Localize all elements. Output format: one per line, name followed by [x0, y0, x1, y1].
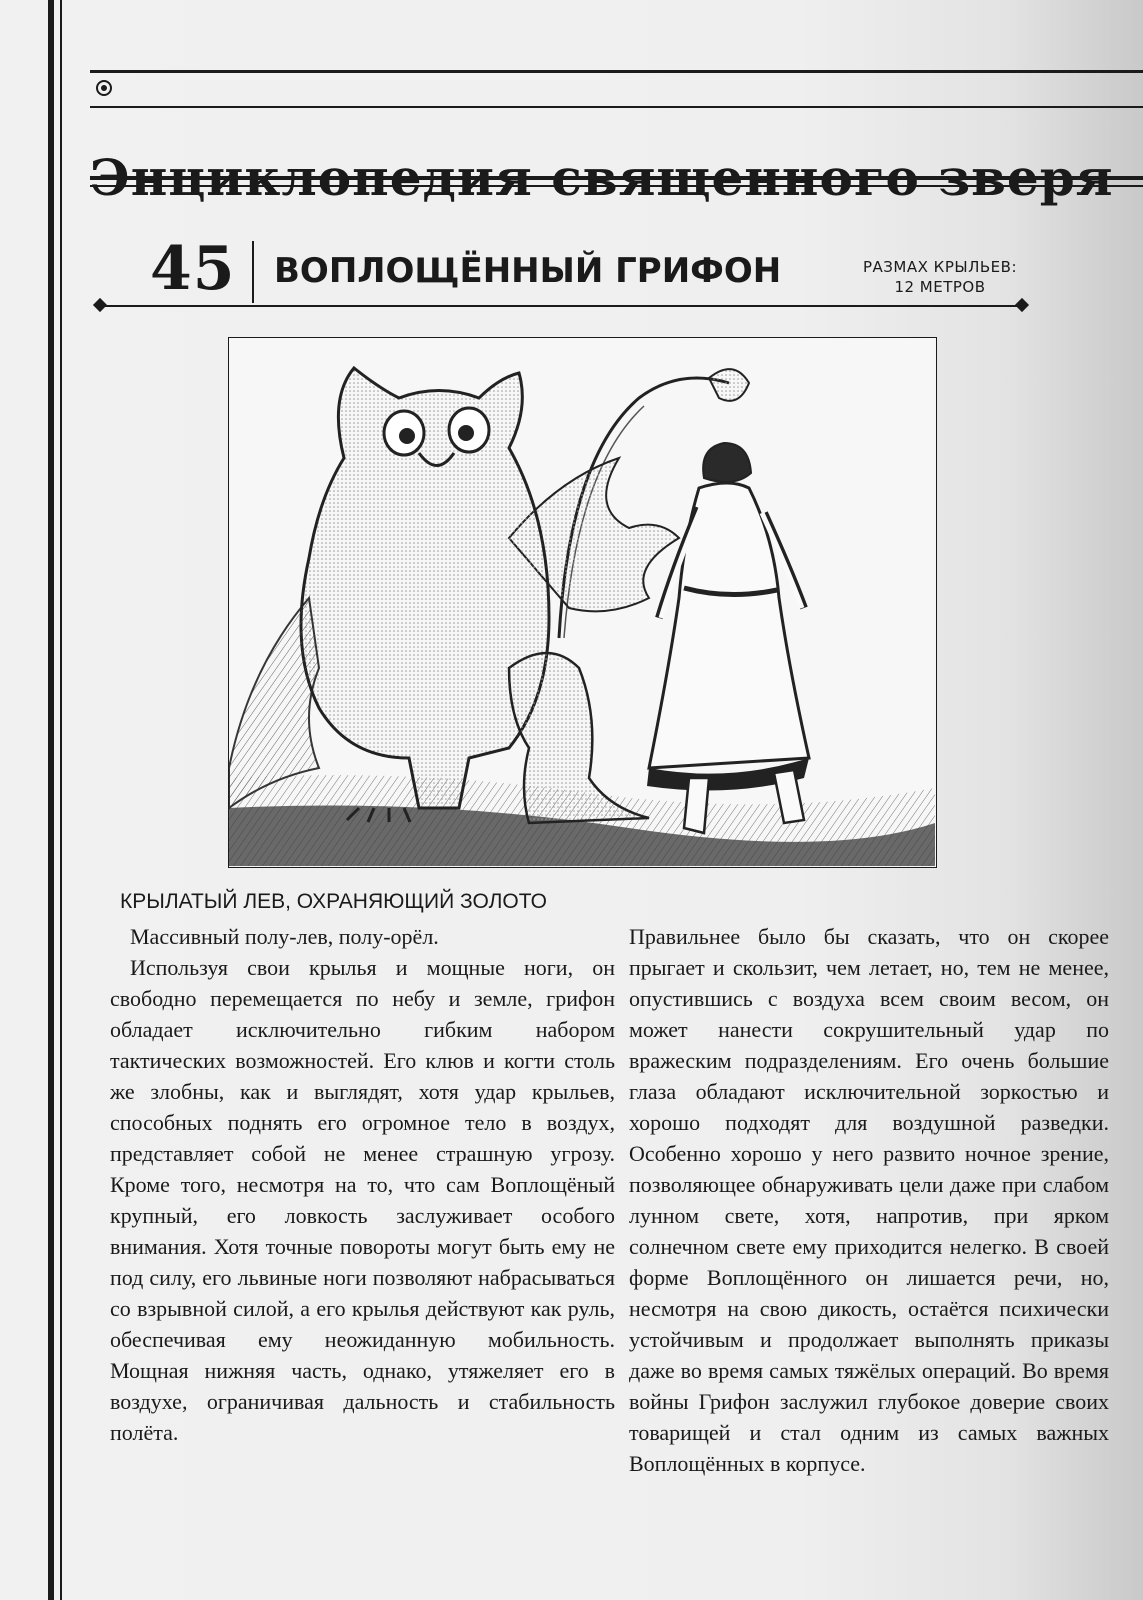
- wingspan-label: РАЗМАХ КРЫЛЬЕВ:: [863, 258, 1017, 276]
- wingspan-info: [840, 257, 1040, 297]
- text-column-right: [629, 921, 1109, 1479]
- diamond-right-icon: [1015, 298, 1029, 312]
- masthead-top-rule: [90, 70, 1143, 73]
- binding-rule-thin: [60, 0, 62, 1600]
- entry-name: ВОПЛОЩЁННЫЙ ГРИФОН: [274, 251, 782, 291]
- entry-number: 45: [150, 234, 236, 304]
- text-column-left: [110, 921, 615, 1448]
- masthead-inner-rule: [90, 106, 1143, 108]
- paragraph: Используя свои крылья и мощные ноги, он свободно перемещается по небу и земле, грифон обладает исключительно гибким набором тактических возможностей. Его клюв и когти столь же злобны, как и выглядят, хотя удар крыльев, способных поднять его огромное тело в воздух, представляет собой не менее страшную угрозу. Кроме того, несмотря на то, что сам Воплощёный крупный, его ловкость заслуживает особого внимания. Хотя точные повороты могут быть ему не под силу, его львиные ноги позволяют набрасываться со взрывной силой, а его крылья действуют как руль, обеспечивая ему неожиданную мобильность. Мощная нижняя часть, однако, утяжеляет его в воздухе, ограничивая дальность и стабильность полёта.: [110, 955, 615, 1445]
- bullet-icon: [96, 80, 112, 96]
- wingspan-value: 12 МЕТРОВ: [894, 278, 986, 296]
- masthead: [90, 70, 1143, 195]
- binding-rule-thick: [48, 0, 54, 1600]
- diamond-left-icon: [93, 298, 107, 312]
- masthead-bottom-rule: [90, 176, 1143, 180]
- paragraph: Массивный полу-лев, полу-орёл.: [130, 924, 439, 949]
- entry-header: [90, 235, 1050, 315]
- entry-rule: [100, 305, 1022, 307]
- entry-subheading: КРЫЛАТЫЙ ЛЕВ, ОХРАНЯЮЩИЙ ЗОЛОТО: [120, 890, 547, 913]
- entry-divider: [252, 241, 254, 303]
- griffin-illustration: [229, 338, 935, 866]
- masthead-bottom-thin-rule: [90, 185, 1143, 187]
- paragraph: Правильнее было бы сказать, что он скорее прыгает и скользит, чем летает, но, тем не менее, опустившись с воздуха всем своим весом, он может нанести сокрушительный удар по вражеским подразделениям. Его очень большие глаза обладают исключительной зоркостью и хорошо подходят для воздушной разведки. Особенно хорошо у него развито ночное зрение, позволяющее обнаруживать цели даже при слабом лунном свете, хотя, напротив, при ярком солнечном свете ему приходится нелегко. В своей форме Воплощённого он лишается речи, но, несмотря на свою дикость, остаётся психически устойчивым и продолжает выполнять приказы даже во время самых тяжёлых операций. Во время войны Грифон заслужил глубокое доверие своих товарищей и стал одним из самых важных Воплощённых в корпусе.: [629, 924, 1109, 1476]
- illustration: [228, 337, 937, 868]
